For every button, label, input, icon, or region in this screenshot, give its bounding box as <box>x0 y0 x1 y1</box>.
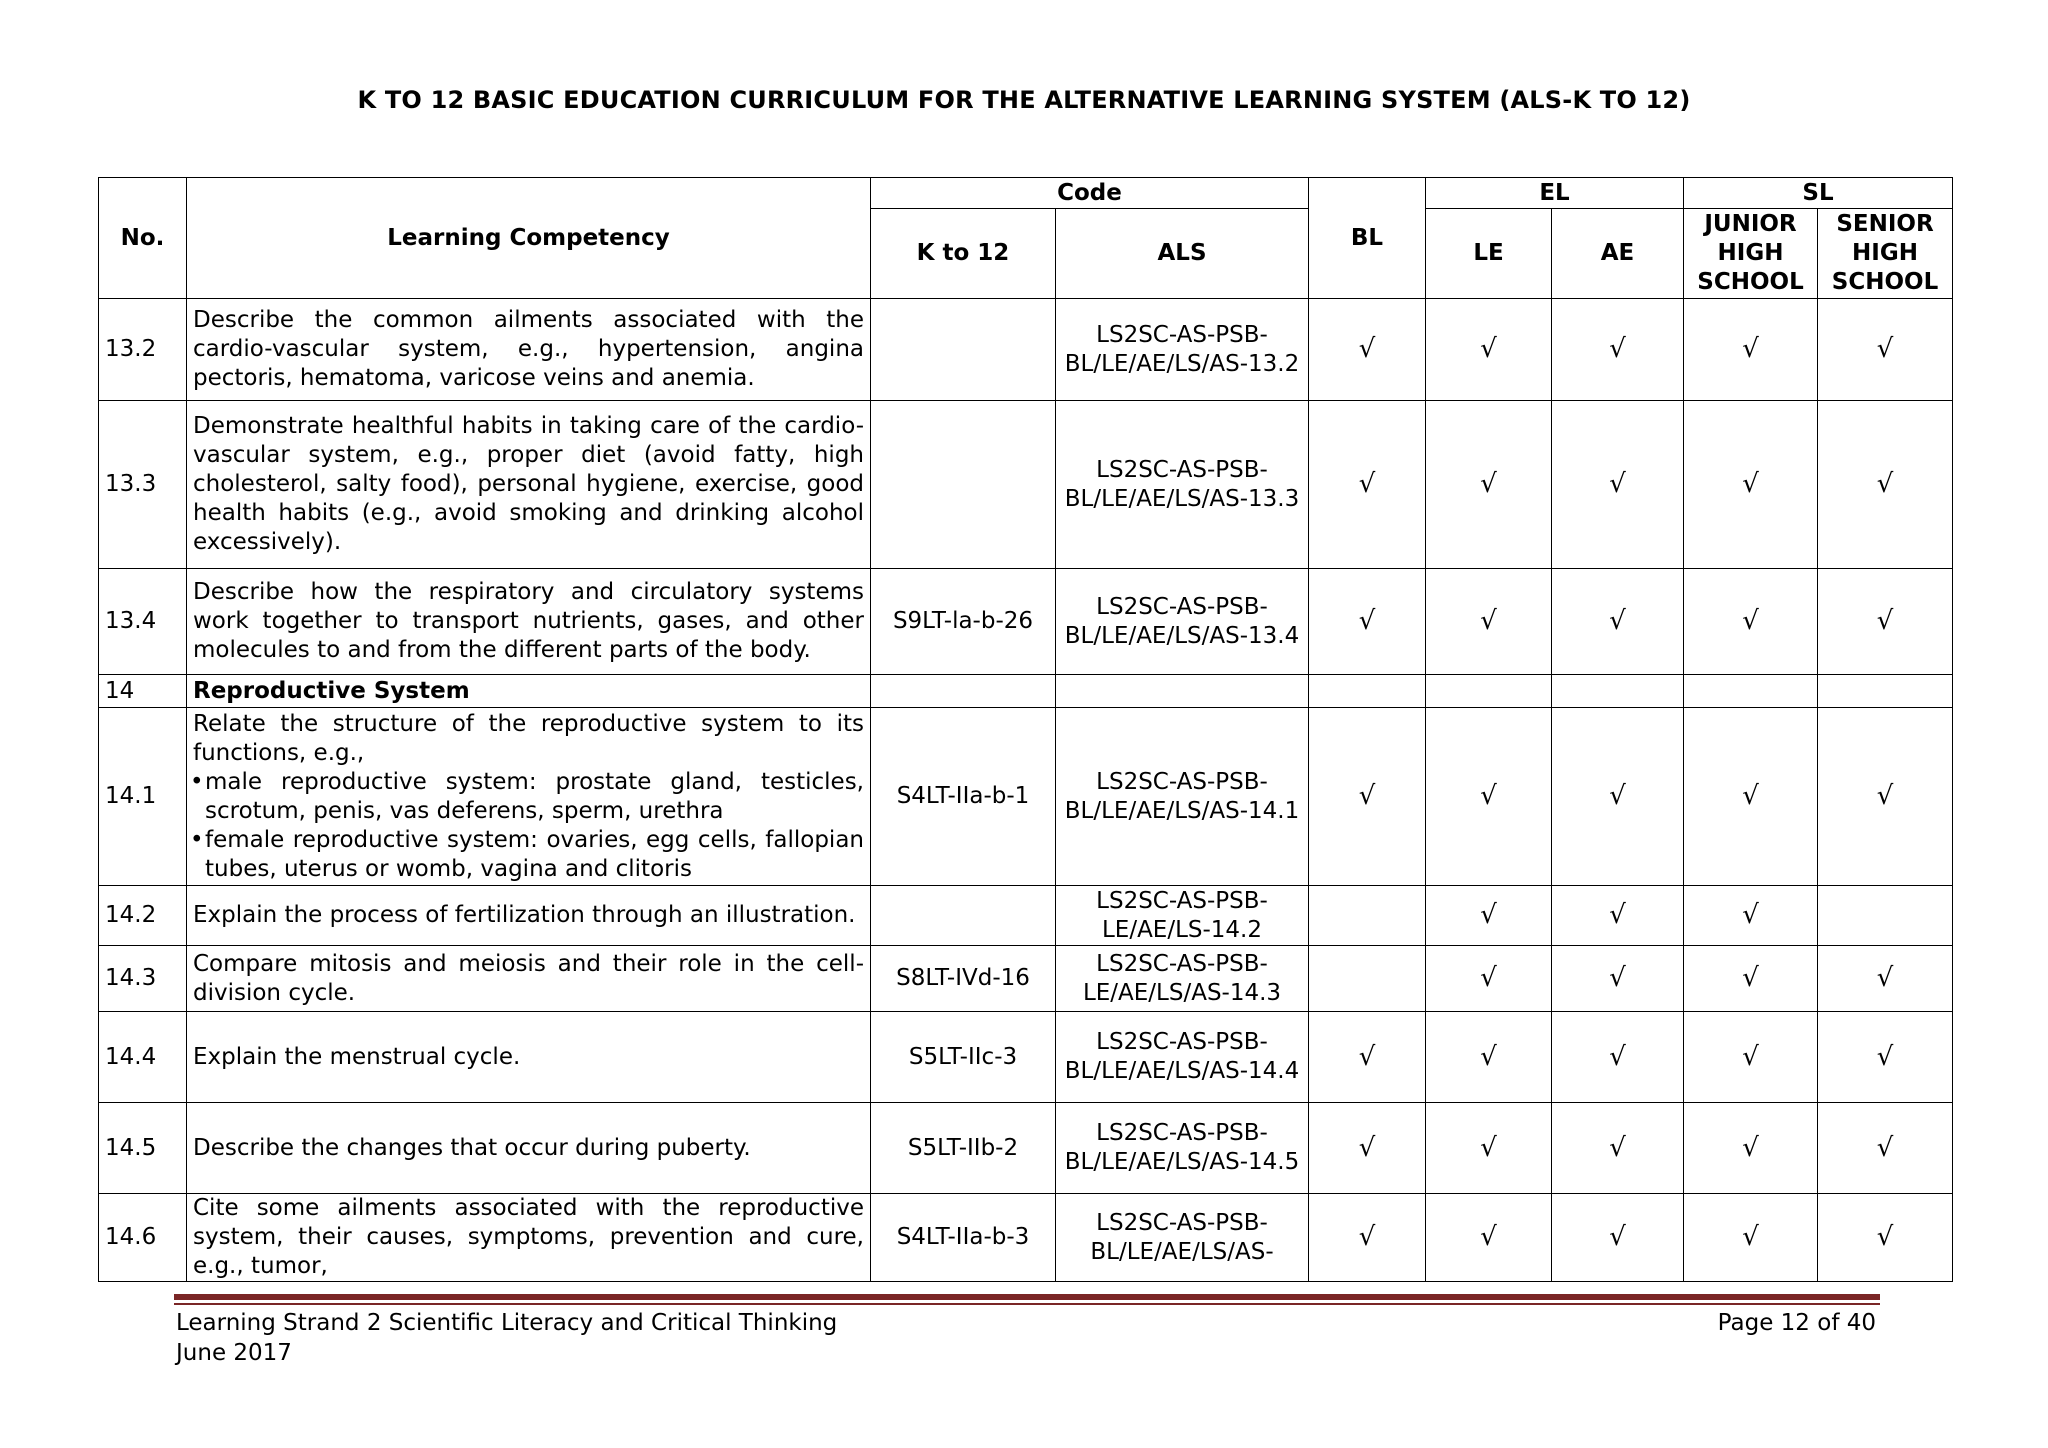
row-le-check: √ <box>1426 886 1552 946</box>
header-senior-high-school: SENIOR HIGH SCHOOL <box>1818 209 1953 299</box>
row-competency: Demonstrate healthful habits in taking care of the cardio-vascular system, e.g., proper diet (avoid fatty, high cholesterol, salty food), personal hygiene, exercise, good health habits (e.g., avoid smoking and drinking alcohol excessively). <box>187 401 871 569</box>
empty-cell <box>1552 675 1684 708</box>
row-le-check: √ <box>1426 1012 1552 1103</box>
empty-cell <box>1309 675 1426 708</box>
row-k12-code: S8LT-IVd-16 <box>871 946 1056 1012</box>
row-k12-code: S4LT-IIa-b-3 <box>871 1194 1056 1282</box>
row-als-code: LS2SC-AS-PSB-BL/LE/AE/LS/AS-13.2 <box>1056 299 1309 401</box>
row-shs-check <box>1818 886 1953 946</box>
header-als: ALS <box>1056 209 1309 299</box>
footer-page-number: Page 12 of 40 <box>1717 1310 1876 1336</box>
row-le-check: √ <box>1426 1103 1552 1194</box>
row-ae-check: √ <box>1552 886 1684 946</box>
row-ae-check: √ <box>1552 401 1684 569</box>
footer-divider <box>174 1294 1880 1300</box>
row-number: 14.6 <box>99 1194 187 1282</box>
row-competency: Describe the changes that occur during puberty. <box>187 1103 871 1194</box>
row-number: 14.1 <box>99 708 187 886</box>
header-le: LE <box>1426 209 1552 299</box>
section-title: Reproductive System <box>187 675 871 708</box>
empty-cell <box>1056 675 1309 708</box>
row-bl-check <box>1309 886 1426 946</box>
row-shs-check: √ <box>1818 1194 1953 1282</box>
row-ae-check: √ <box>1552 1103 1684 1194</box>
row-jhs-check: √ <box>1684 886 1818 946</box>
row-number: 14.2 <box>99 886 187 946</box>
footer-left <box>176 1308 837 1368</box>
header-bl: BL <box>1309 178 1426 299</box>
row-k12-code: S4LT-IIa-b-1 <box>871 708 1056 886</box>
competency-bullet-list <box>193 768 864 884</box>
row-jhs-check: √ <box>1684 401 1818 569</box>
row-bl-check <box>1309 946 1426 1012</box>
empty-cell <box>1684 675 1818 708</box>
table-row <box>99 299 1953 401</box>
row-ae-check: √ <box>1552 299 1684 401</box>
row-le-check: √ <box>1426 569 1552 675</box>
row-ae-check: √ <box>1552 1194 1684 1282</box>
row-le-check: √ <box>1426 401 1552 569</box>
row-bl-check: √ <box>1309 569 1426 675</box>
row-number: 13.3 <box>99 401 187 569</box>
header-sl: SL <box>1684 178 1953 209</box>
row-bl-check: √ <box>1309 401 1426 569</box>
row-number: 14.5 <box>99 1103 187 1194</box>
document-title: K TO 12 BASIC EDUCATION CURRICULUM FOR THE ALTERNATIVE LEARNING SYSTEM (ALS-K TO 12) <box>357 86 1691 114</box>
table-row <box>99 1012 1953 1103</box>
row-als-code: LS2SC-AS-PSB-BL/LE/AE/LS/AS-14.4 <box>1056 1012 1309 1103</box>
row-k12-code: S5LT-IIb-2 <box>871 1103 1056 1194</box>
row-shs-check: √ <box>1818 708 1953 886</box>
curriculum-table <box>98 177 1953 1282</box>
row-competency: Describe the common ailments associated with the cardio-vascular system, e.g., hypertension, angina pectoris, hematoma, varicose veins and anemia. <box>187 299 871 401</box>
table-row <box>99 708 1953 886</box>
row-shs-check: √ <box>1818 1012 1953 1103</box>
row-k12-code <box>871 886 1056 946</box>
row-le-check: √ <box>1426 299 1552 401</box>
row-shs-check: √ <box>1818 569 1953 675</box>
row-als-code: LS2SC-AS-PSB-BL/LE/AE/LS/AS-14.1 <box>1056 708 1309 886</box>
table-row <box>99 1103 1953 1194</box>
header-no: No. <box>99 178 187 299</box>
row-le-check: √ <box>1426 946 1552 1012</box>
empty-cell <box>1818 675 1953 708</box>
row-number: 14.3 <box>99 946 187 1012</box>
row-als-code: LS2SC-AS-PSB-LE/AE/LS-14.2 <box>1056 886 1309 946</box>
row-bl-check: √ <box>1309 1103 1426 1194</box>
competency-bullet: • female reproductive system: ovaries, egg cells, fallopian tubes, uterus or womb, vagina and clitoris <box>193 826 864 884</box>
table-row <box>99 886 1953 946</box>
header-code: Code <box>871 178 1309 209</box>
competency-intro: Relate the structure of the reproductive system to its functions, e.g., <box>193 710 864 766</box>
row-jhs-check: √ <box>1684 569 1818 675</box>
row-ae-check: √ <box>1552 1012 1684 1103</box>
row-bl-check: √ <box>1309 1194 1426 1282</box>
section-row <box>99 675 1953 708</box>
row-bl-check: √ <box>1309 1012 1426 1103</box>
row-bl-check: √ <box>1309 708 1426 886</box>
row-als-code: LS2SC-AS-PSB-BL/LE/AE/LS/AS-13.3 <box>1056 401 1309 569</box>
row-jhs-check: √ <box>1684 1103 1818 1194</box>
row-competency: Describe how the respiratory and circulatory systems work together to transport nutrients, gases, and other molecules to and from the different parts of the body. <box>187 569 871 675</box>
row-als-code: LS2SC-AS-PSB-BL/LE/AE/LS/AS-13.4 <box>1056 569 1309 675</box>
empty-cell <box>1426 675 1552 708</box>
row-ae-check: √ <box>1552 946 1684 1012</box>
row-shs-check: √ <box>1818 946 1953 1012</box>
header-junior-high-school: JUNIOR HIGH SCHOOL <box>1684 209 1818 299</box>
row-bl-check: √ <box>1309 299 1426 401</box>
row-shs-check: √ <box>1818 401 1953 569</box>
section-number: 14 <box>99 675 187 708</box>
footer-strand: Learning Strand 2 Scientific Literacy and Critical Thinking <box>176 1310 838 1336</box>
table-row <box>99 1194 1953 1282</box>
row-jhs-check: √ <box>1684 1012 1818 1103</box>
row-k12-code <box>871 299 1056 401</box>
competency-bullet: • male reproductive system: prostate gland, testicles, scrotum, penis, vas deferens, sperm, urethra <box>193 768 864 826</box>
row-ae-check: √ <box>1552 569 1684 675</box>
row-competency: Explain the process of fertilization through an illustration. <box>187 886 871 946</box>
footer-date: June 2017 <box>176 1340 292 1366</box>
header-el: EL <box>1426 178 1684 209</box>
row-competency: Cite some ailments associated with the reproductive system, their causes, symptoms, prevention and cure, e.g., tumor, <box>187 1194 871 1282</box>
row-le-check: √ <box>1426 708 1552 886</box>
row-als-code: LS2SC-AS-PSB-BL/LE/AE/LS/AS- <box>1056 1194 1309 1282</box>
row-als-code: LS2SC-AS-PSB-LE/AE/LS/AS-14.3 <box>1056 946 1309 1012</box>
row-shs-check: √ <box>1818 1103 1953 1194</box>
row-jhs-check: √ <box>1684 708 1818 886</box>
header-row-top <box>99 178 1953 209</box>
row-number: 14.4 <box>99 1012 187 1103</box>
row-als-code: LS2SC-AS-PSB-BL/LE/AE/LS/AS-14.5 <box>1056 1103 1309 1194</box>
header-learning-competency: Learning Competency <box>187 178 871 299</box>
row-jhs-check: √ <box>1684 299 1818 401</box>
empty-cell <box>871 675 1056 708</box>
table-row <box>99 569 1953 675</box>
row-competency <box>187 708 871 886</box>
row-k12-code <box>871 401 1056 569</box>
row-jhs-check: √ <box>1684 946 1818 1012</box>
footer-divider-thin <box>174 1303 1880 1305</box>
table-row <box>99 946 1953 1012</box>
row-competency: Explain the menstrual cycle. <box>187 1012 871 1103</box>
row-shs-check: √ <box>1818 299 1953 401</box>
row-competency: Compare mitosis and meiosis and their role in the cell-division cycle. <box>187 946 871 1012</box>
row-jhs-check: √ <box>1684 1194 1818 1282</box>
row-le-check: √ <box>1426 1194 1552 1282</box>
row-k12-code: S5LT-IIc-3 <box>871 1012 1056 1103</box>
header-k-to-12: K to 12 <box>871 209 1056 299</box>
row-number: 13.2 <box>99 299 187 401</box>
header-ae: AE <box>1552 209 1684 299</box>
row-number: 13.4 <box>99 569 187 675</box>
row-ae-check: √ <box>1552 708 1684 886</box>
table-row <box>99 401 1953 569</box>
row-k12-code: S9LT-la-b-26 <box>871 569 1056 675</box>
